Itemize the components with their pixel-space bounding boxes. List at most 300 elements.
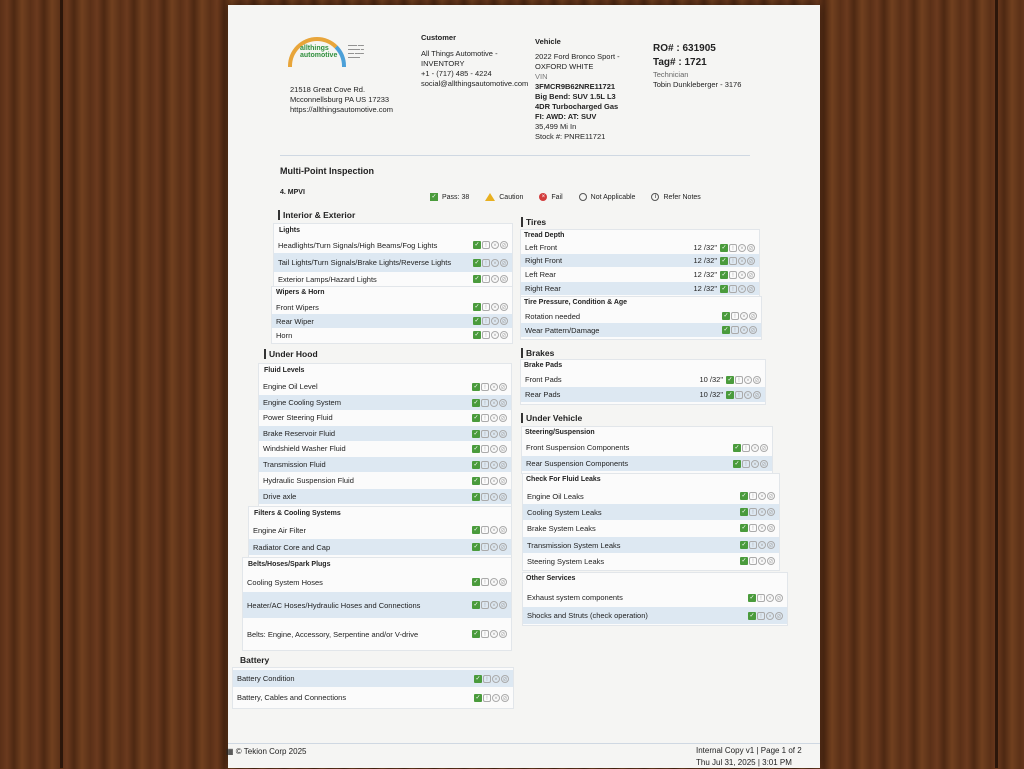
caution-icon: ! xyxy=(749,541,757,549)
status-icons xyxy=(726,391,761,399)
status-icons xyxy=(740,541,775,549)
caution-icon: ! xyxy=(735,391,743,399)
caution-icon: ! xyxy=(749,557,757,565)
status-icons xyxy=(720,257,755,265)
inspection-row xyxy=(523,589,787,606)
not-applicable-icon: ⊘ xyxy=(776,613,782,620)
inspection-item-label: Rear Wiper xyxy=(276,316,314,326)
not-applicable-icon: ⊘ xyxy=(748,272,754,279)
inspection-row xyxy=(233,689,513,706)
caution-icon: ! xyxy=(481,477,489,485)
fail-icon: × xyxy=(492,694,500,702)
logo-text: allthings automotive xyxy=(300,45,338,59)
pass-check-icon: ✓ xyxy=(474,276,480,282)
inspection-item-label: Engine Oil Leaks xyxy=(527,491,584,501)
fail-icon: × xyxy=(738,271,746,279)
pass-check-icon: ✓ xyxy=(474,304,480,310)
pads-box: Brake Pads Front Pads 10 /32" ✓ ! × ⊘ Rear Pads 10 /32" ✓ ! × ⊘ xyxy=(520,359,766,405)
caution-icon: ! xyxy=(481,493,489,501)
belts-box: Belts/Hoses/Spark Plugs Cooling System Hoses ✓ ! × ⊘ Heater/AC Hoses/Hydraulic Hoses and Connections ✓ ! × ⊘ Belts: Engine, Accessory, Serpentine and/or V-drive ✓ ! × ⊘ xyxy=(242,557,512,651)
not-applicable-icon: ⊘ xyxy=(501,319,507,325)
inspection-row xyxy=(249,522,511,538)
pass-check-icon: ✓ xyxy=(727,376,733,383)
vehicle-block: Vehicle 2022 Ford Bronco Sport - OXFORD WHITE VIN 3FMCR9B62NRE11721 Big Bend: SUV 1.5L L3 4DR Turbocharged Gas FI: AWD: AT: SUV 35,499 Mi In Stock #: PNRE11721 xyxy=(535,37,640,142)
tekion-icon: ▦ xyxy=(226,747,234,756)
status-icons xyxy=(472,630,507,638)
inspection-row xyxy=(259,426,511,441)
status-icons xyxy=(474,675,509,683)
inspection-row xyxy=(274,272,512,286)
pass-check-icon: ✓ xyxy=(473,602,479,608)
status-icons xyxy=(472,399,507,407)
status-icons xyxy=(472,414,507,422)
logo-fine-print: ▬▬▬ ▬▬ ▬▬▬▬ ▬ ▬▬ ▬▬▬ ▬▬▬▬ xyxy=(348,43,364,59)
customer-block xyxy=(421,33,531,89)
pass-check-icon: ✓ xyxy=(749,612,755,619)
inspection-item-label: Left Front xyxy=(525,243,558,252)
section-tires: Tires xyxy=(521,217,546,227)
fail-icon: × xyxy=(490,430,498,438)
inspection-item-label: Transmission System Leaks xyxy=(527,540,621,550)
inspection-item-label: Radiator Core and Cap xyxy=(253,542,331,552)
measurement-row xyxy=(521,372,765,387)
inspection-row xyxy=(523,488,779,504)
other-services-box: Other Services Exhaust system components ✓ ! × ⊘ Shocks and Struts (check operation) ✓ ! × ⊘ xyxy=(522,572,788,626)
fail-icon: × xyxy=(490,461,498,469)
status-icons xyxy=(720,285,755,293)
divider xyxy=(280,155,750,156)
fail-icon: × xyxy=(490,630,498,638)
tag-number: Tag# : 1721 xyxy=(653,57,707,68)
inspection-row xyxy=(259,489,511,504)
fluids-box: Fluid Levels Engine Oil Level ✓ ! × ⊘ Engine Cooling System ✓ ! × ⊘ Power Steering Fluid ✓ ! × ⊘ Brake Reservoir Fluid ✓ ! × ⊘ Windshield Washer Fluid ✓ ! × ⊘ Transmission Fluid ✓ ! × ⊘ Hydraulic Suspension Fluid ✓ ! × ⊘ Drive axle ✓ ! × ⊘ xyxy=(258,363,512,507)
status-icons xyxy=(720,271,755,279)
inspection-item-label: Hydraulic Suspension Fluid xyxy=(263,476,354,485)
not-applicable-icon: ⊘ xyxy=(501,305,507,311)
inspection-item-label: Windshield Washer Fluid xyxy=(263,444,346,453)
fail-icon: × xyxy=(490,477,498,485)
pass-check-icon: ✓ xyxy=(734,460,740,467)
pressure-box: Tire Pressure, Condition & Age Rotation needed ✓ ! × ⊘ Wear Pattern/Damage ✓ ! × ⊘ xyxy=(520,296,762,340)
caution-icon: ! xyxy=(481,601,489,609)
inspection-item-label: Belts: Engine, Accessory, Serpentine and/or V-drive xyxy=(247,629,419,639)
fail-icon: × xyxy=(490,601,498,609)
not-applicable-icon: ⊘ xyxy=(500,446,506,453)
fail-icon: × xyxy=(738,244,746,252)
fail-icon: × xyxy=(758,508,766,516)
inspection-item-label: Front Wipers xyxy=(276,302,319,312)
vehicle-heading: Vehicle xyxy=(535,37,561,46)
pass-check-icon: ✓ xyxy=(473,399,479,406)
pass-check-icon: ✓ xyxy=(741,542,747,548)
not-applicable-icon: ⊘ xyxy=(754,392,760,399)
inspection-item-label: Transmission Fluid xyxy=(263,460,326,469)
not-applicable-icon: ⊘ xyxy=(500,528,506,534)
footer-copyright: ▦ © Tekion Corp 2025 xyxy=(226,747,307,756)
status-icons xyxy=(748,594,783,602)
caution-icon: ! xyxy=(731,326,739,334)
inspection-item-label: Battery Condition xyxy=(237,674,295,683)
section-under-hood: Under Hood xyxy=(264,349,318,359)
fail-icon: × xyxy=(490,399,498,407)
fail-icon: × xyxy=(491,303,499,311)
pass-check-icon: ✓ xyxy=(741,493,747,499)
inspection-item-label: Engine Cooling System xyxy=(263,398,341,407)
caution-icon: ! xyxy=(481,445,489,453)
fail-icon: × xyxy=(490,445,498,453)
status-icons xyxy=(474,694,509,702)
not-applicable-icon: ⊘ xyxy=(748,245,754,252)
pass-check-icon: ✓ xyxy=(727,391,733,398)
pass-check-icon: ✓ xyxy=(723,327,729,333)
status-icons xyxy=(472,578,507,586)
leaks-box: Check For Fluid Leaks Engine Oil Leaks ✓ ! × ⊘ Cooling System Leaks ✓ ! × ⊘ Brake System Leaks ✓ ! × ⊘ Transmission System Leaks ✓ ! × ⊘ Steering System Leaks ✓ ! × ⊘ xyxy=(522,473,780,571)
status-icons xyxy=(473,303,508,311)
not-applicable-icon: ⊘ xyxy=(768,494,774,500)
fail-icon: × xyxy=(758,557,766,565)
inspection-item-label: Horn xyxy=(276,330,293,340)
status-icons xyxy=(473,331,508,339)
not-applicable-icon xyxy=(579,193,587,201)
not-applicable-icon: ⊘ xyxy=(502,695,508,702)
caution-icon: ! xyxy=(483,694,491,702)
inspection-row xyxy=(523,504,779,520)
status-icons xyxy=(472,601,507,609)
company-logo xyxy=(288,37,348,61)
pass-check-icon: ✓ xyxy=(721,257,727,264)
not-applicable-icon: ⊘ xyxy=(754,377,760,384)
measurement-value: 12 /32" xyxy=(693,243,717,252)
fail-icon: × xyxy=(751,444,759,452)
inspection-row xyxy=(522,456,772,471)
status-icons xyxy=(733,444,768,452)
inspection-item-label: Left Rear xyxy=(525,270,556,279)
caution-icon: ! xyxy=(481,461,489,469)
fail-icon: × xyxy=(491,331,499,339)
inspection-item-label: Engine Air Filter xyxy=(253,525,306,535)
caution-icon: ! xyxy=(483,675,491,683)
customer-heading: Customer xyxy=(421,33,457,42)
status-icons xyxy=(473,317,508,325)
caution-icon: ! xyxy=(481,399,489,407)
inspection-row xyxy=(243,621,511,647)
caution-icon: ! xyxy=(731,312,739,320)
inspection-item-label: Exhaust system components xyxy=(527,593,623,602)
report-title: Multi-Point Inspection xyxy=(280,166,374,176)
warning-icon xyxy=(485,193,495,201)
inspection-row xyxy=(243,592,511,618)
caution-icon: ! xyxy=(757,612,765,620)
fail-icon: × xyxy=(539,193,547,201)
caution-icon: ! xyxy=(481,383,489,391)
inspection-item-label: Brake Reservoir Fluid xyxy=(263,429,336,438)
not-applicable-icon: ⊘ xyxy=(501,333,507,339)
caution-icon: ! xyxy=(729,271,737,279)
pass-check-icon: ✓ xyxy=(474,332,480,338)
table-seam xyxy=(60,0,63,768)
not-applicable-icon: ⊘ xyxy=(776,595,782,602)
caution-icon: ! xyxy=(742,460,750,468)
fail-icon: × xyxy=(740,326,748,334)
pass-check-icon: ✓ xyxy=(474,259,480,266)
pass-check-icon: ✓ xyxy=(741,558,747,564)
inspection-item-label: Rear Suspension Components xyxy=(526,459,629,468)
inspection-item-label: Wear Pattern/Damage xyxy=(525,325,600,335)
check-icon: ✓ xyxy=(431,194,437,200)
measurement-value: 10 /32" xyxy=(699,375,723,384)
status-icons xyxy=(472,383,507,391)
pass-check-icon: ✓ xyxy=(474,318,480,324)
fail-icon: × xyxy=(490,543,498,551)
not-applicable-icon: ⊘ xyxy=(750,314,756,320)
wipers-box: Wipers & Horn Front Wipers ✓ ! × ⊘ Rear Wiper ✓ ! × ⊘ Horn ✓ ! × ⊘ xyxy=(271,286,513,344)
status-icons xyxy=(722,326,757,334)
inspection-row xyxy=(522,440,772,455)
footer-divider xyxy=(228,743,820,744)
vehicle-model: 2022 Ford Bronco Sport - OXFORD WHITE xyxy=(535,52,620,71)
not-applicable-icon: ⊘ xyxy=(501,260,507,267)
not-applicable-icon: ⊘ xyxy=(761,461,767,468)
section-battery: Battery xyxy=(240,655,270,665)
pass-check-icon: ✓ xyxy=(473,414,479,421)
not-applicable-icon: ⊘ xyxy=(750,328,756,334)
status-icons xyxy=(740,524,775,532)
order-block: RO# : 631905 Tag# : 1721 Technician Tobin Dunkleberger - 3176 xyxy=(653,42,763,90)
customer-email: social@allthingsautomotive.com xyxy=(421,79,529,88)
not-applicable-icon: ⊘ xyxy=(748,258,754,265)
inspection-row xyxy=(272,328,512,342)
inspection-item-label: Front Suspension Components xyxy=(526,443,630,452)
status-icons xyxy=(472,493,507,501)
inspection-row xyxy=(259,473,511,488)
not-applicable-icon: ⊘ xyxy=(500,415,506,422)
fail-icon: × xyxy=(490,526,498,534)
inspection-row xyxy=(259,379,511,394)
status-icons xyxy=(726,376,761,384)
not-applicable-icon: ⊘ xyxy=(500,494,506,501)
fail-icon: × xyxy=(491,241,499,249)
not-applicable-icon: ⊘ xyxy=(501,243,507,249)
inspection-item-label: Steering System Leaks xyxy=(527,556,605,566)
inspection-item-label: Brake System Leaks xyxy=(527,523,596,533)
not-applicable-icon: ⊘ xyxy=(768,526,774,532)
fail-icon: × xyxy=(491,317,499,325)
inspection-item-label: Cooling System Hoses xyxy=(247,577,323,587)
measurement-row xyxy=(521,241,759,254)
pass-check-icon: ✓ xyxy=(473,461,479,468)
not-applicable-icon: ⊘ xyxy=(500,632,506,638)
not-applicable-icon: ⊘ xyxy=(500,462,506,469)
inspection-item-label: Headlights/Turn Signals/High Beams/Fog Lights xyxy=(278,240,438,250)
measurement-value: 12 /32" xyxy=(693,284,717,293)
pass-check-icon: ✓ xyxy=(741,509,747,515)
status-icons xyxy=(472,526,507,534)
company-address: 21518 Great Cove Rd. Mcconnellsburg PA US 17233 https://allthingsautomotive.com xyxy=(290,85,393,114)
inspection-row xyxy=(274,253,512,272)
inspection-item-label: Power Steering Fluid xyxy=(263,413,333,422)
pass-check-icon: ✓ xyxy=(749,594,755,601)
inspection-item-label: Shocks and Struts (check operation) xyxy=(527,611,648,620)
caution-icon: ! xyxy=(482,241,490,249)
inspection-row xyxy=(272,314,512,328)
caution-icon: ! xyxy=(735,376,743,384)
pass-check-icon: ✓ xyxy=(723,313,729,319)
inspection-item-label: Cooling System Leaks xyxy=(527,507,602,517)
measurement-value: 12 /32" xyxy=(693,270,717,279)
pass-check-icon: ✓ xyxy=(473,579,479,585)
fail-icon: × xyxy=(738,257,746,265)
inspection-row xyxy=(521,323,761,337)
caution-icon: ! xyxy=(481,430,489,438)
vehicle-mileage: 35,499 Mi In xyxy=(535,122,577,131)
fail-icon: × xyxy=(738,285,746,293)
status-icons xyxy=(473,259,508,267)
pass-check-icon: ✓ xyxy=(473,527,479,533)
inspection-row xyxy=(272,300,512,314)
not-applicable-icon: ⊘ xyxy=(768,510,774,516)
status-icons xyxy=(740,557,775,565)
status-icons xyxy=(720,244,755,252)
pass-check-icon: ✓ xyxy=(734,444,740,451)
measurement-row xyxy=(521,254,759,267)
table-seam xyxy=(995,0,998,768)
vin-value: 3FMCR9B62NRE11721 xyxy=(535,82,616,91)
caution-icon: ! xyxy=(482,259,490,267)
inspection-row xyxy=(259,410,511,425)
fail-icon: × xyxy=(490,383,498,391)
inspection-row xyxy=(523,553,779,569)
inspection-row xyxy=(523,607,787,624)
status-icons xyxy=(472,477,507,485)
pass-check-icon: ✓ xyxy=(473,544,479,550)
info-icon: i xyxy=(651,193,659,201)
inspection-row xyxy=(259,395,511,410)
report-code: 4. MPVI xyxy=(280,189,305,196)
steering-box: Steering/Suspension Front Suspension Components ✓ ! × ⊘ Rear Suspension Components ✓ ! × ⊘ xyxy=(521,426,773,474)
measurement-row xyxy=(521,268,759,281)
inspection-row xyxy=(521,309,761,323)
status-icons xyxy=(748,612,783,620)
fail-icon: × xyxy=(490,578,498,586)
caution-icon: ! xyxy=(729,285,737,293)
caution-icon: ! xyxy=(729,257,737,265)
lights-box: Lights Headlights/Turn Signals/High Beams/Fog Lights ✓ ! × ⊘ Tail Lights/Turn Signals/Brake Lights/Reverse Lights ✓ ! × ⊘ Exterior Lamps/Hazard Lights ✓ ! × ⊘ xyxy=(273,223,513,287)
status-icons xyxy=(733,460,768,468)
pass-check-icon: ✓ xyxy=(473,493,479,500)
footer-meta: Internal Copy v1 | Page 1 of 2 Thu Jul 31, 2025 | 3:01 PM xyxy=(696,746,802,767)
inspection-item-label: Front Pads xyxy=(525,375,562,384)
status-icons xyxy=(472,543,507,551)
not-applicable-icon: ⊘ xyxy=(768,559,774,565)
fail-icon: × xyxy=(744,391,752,399)
caution-icon: ! xyxy=(481,630,489,638)
inspection-row xyxy=(274,238,512,252)
pass-check-icon: ✓ xyxy=(473,383,479,390)
fail-icon: × xyxy=(744,376,752,384)
caution-icon: ! xyxy=(482,331,490,339)
caution-icon: ! xyxy=(749,492,757,500)
status-icons xyxy=(740,508,775,516)
fail-icon: × xyxy=(492,675,500,683)
vin-label: VIN xyxy=(535,72,548,81)
technician-name: Tobin Dunkleberger - 3176 xyxy=(653,80,742,89)
fail-icon: × xyxy=(490,414,498,422)
inspection-row xyxy=(249,539,511,555)
status-icons xyxy=(473,275,508,283)
caution-icon: ! xyxy=(482,275,490,283)
battery-box xyxy=(232,667,514,709)
section-brakes: Brakes xyxy=(521,348,554,358)
not-applicable-icon: ⊘ xyxy=(748,286,754,293)
status-legend: ✓ Pass: 38 Caution × Fail Not Applicable i Refer Notes xyxy=(431,193,701,201)
inspection-item-label: Engine Oil Level xyxy=(263,382,318,391)
inspection-item-label: Tail Lights/Turn Signals/Brake Lights/Reverse Lights xyxy=(278,258,452,267)
not-applicable-icon: ⊘ xyxy=(500,431,506,438)
caution-icon: ! xyxy=(749,524,757,532)
pass-check-icon: ✓ xyxy=(721,271,727,278)
pass-check-icon: ✓ xyxy=(475,694,481,701)
pass-check-icon: ✓ xyxy=(721,244,727,251)
caution-icon: ! xyxy=(757,594,765,602)
measurement-value: 12 /32" xyxy=(693,256,717,265)
fail-icon: × xyxy=(758,524,766,532)
measurement-row xyxy=(521,387,765,402)
not-applicable-icon: ⊘ xyxy=(768,543,774,549)
pass-check-icon: ✓ xyxy=(721,285,727,292)
not-applicable-icon: ⊘ xyxy=(500,603,506,609)
inspection-item-label: Drive axle xyxy=(263,492,297,501)
filters-box: Filters & Cooling Systems Engine Air Filter ✓ ! × ⊘ Radiator Core and Cap ✓ ! × ⊘ xyxy=(248,506,512,558)
pass-check-icon: ✓ xyxy=(473,445,479,452)
caution-icon: ! xyxy=(482,303,490,311)
section-under-vehicle: Under Vehicle xyxy=(521,413,582,423)
customer-name: All Things Automotive - INVENTORY xyxy=(421,49,498,68)
not-applicable-icon: ⊘ xyxy=(500,384,506,391)
inspection-sheet xyxy=(228,5,820,768)
inspection-row xyxy=(259,457,511,472)
not-applicable-icon: ⊘ xyxy=(500,478,506,485)
caution-icon: ! xyxy=(481,414,489,422)
inspection-item-label: Right Rear xyxy=(525,284,561,293)
caution-icon: ! xyxy=(481,578,489,586)
not-applicable-icon: ⊘ xyxy=(502,676,508,683)
pass-check-icon: ✓ xyxy=(473,631,479,637)
not-applicable-icon: ⊘ xyxy=(500,580,506,586)
measurement-row xyxy=(521,282,759,295)
status-icons xyxy=(740,492,775,500)
inspection-item-label: Right Front xyxy=(525,256,563,265)
ro-number: RO# : 631905 xyxy=(653,43,716,54)
caution-icon: ! xyxy=(742,444,750,452)
inspection-row xyxy=(233,670,513,687)
fail-icon: × xyxy=(751,460,759,468)
caution-icon: ! xyxy=(729,244,737,252)
caution-icon: ! xyxy=(481,543,489,551)
section-interior: Interior & Exterior xyxy=(278,210,355,220)
inspection-item-label: Exterior Lamps/Hazard Lights xyxy=(278,274,377,284)
pass-check-icon: ✓ xyxy=(741,525,747,531)
inspection-row xyxy=(259,441,511,456)
inspection-row xyxy=(243,574,511,590)
fail-icon: × xyxy=(758,541,766,549)
caution-icon: ! xyxy=(481,526,489,534)
not-applicable-icon: ⊘ xyxy=(501,277,507,283)
fail-icon: × xyxy=(766,594,774,602)
pass-check-icon: ✓ xyxy=(475,675,481,682)
status-icons xyxy=(472,445,507,453)
status-icons xyxy=(472,430,507,438)
status-icons xyxy=(473,241,508,249)
